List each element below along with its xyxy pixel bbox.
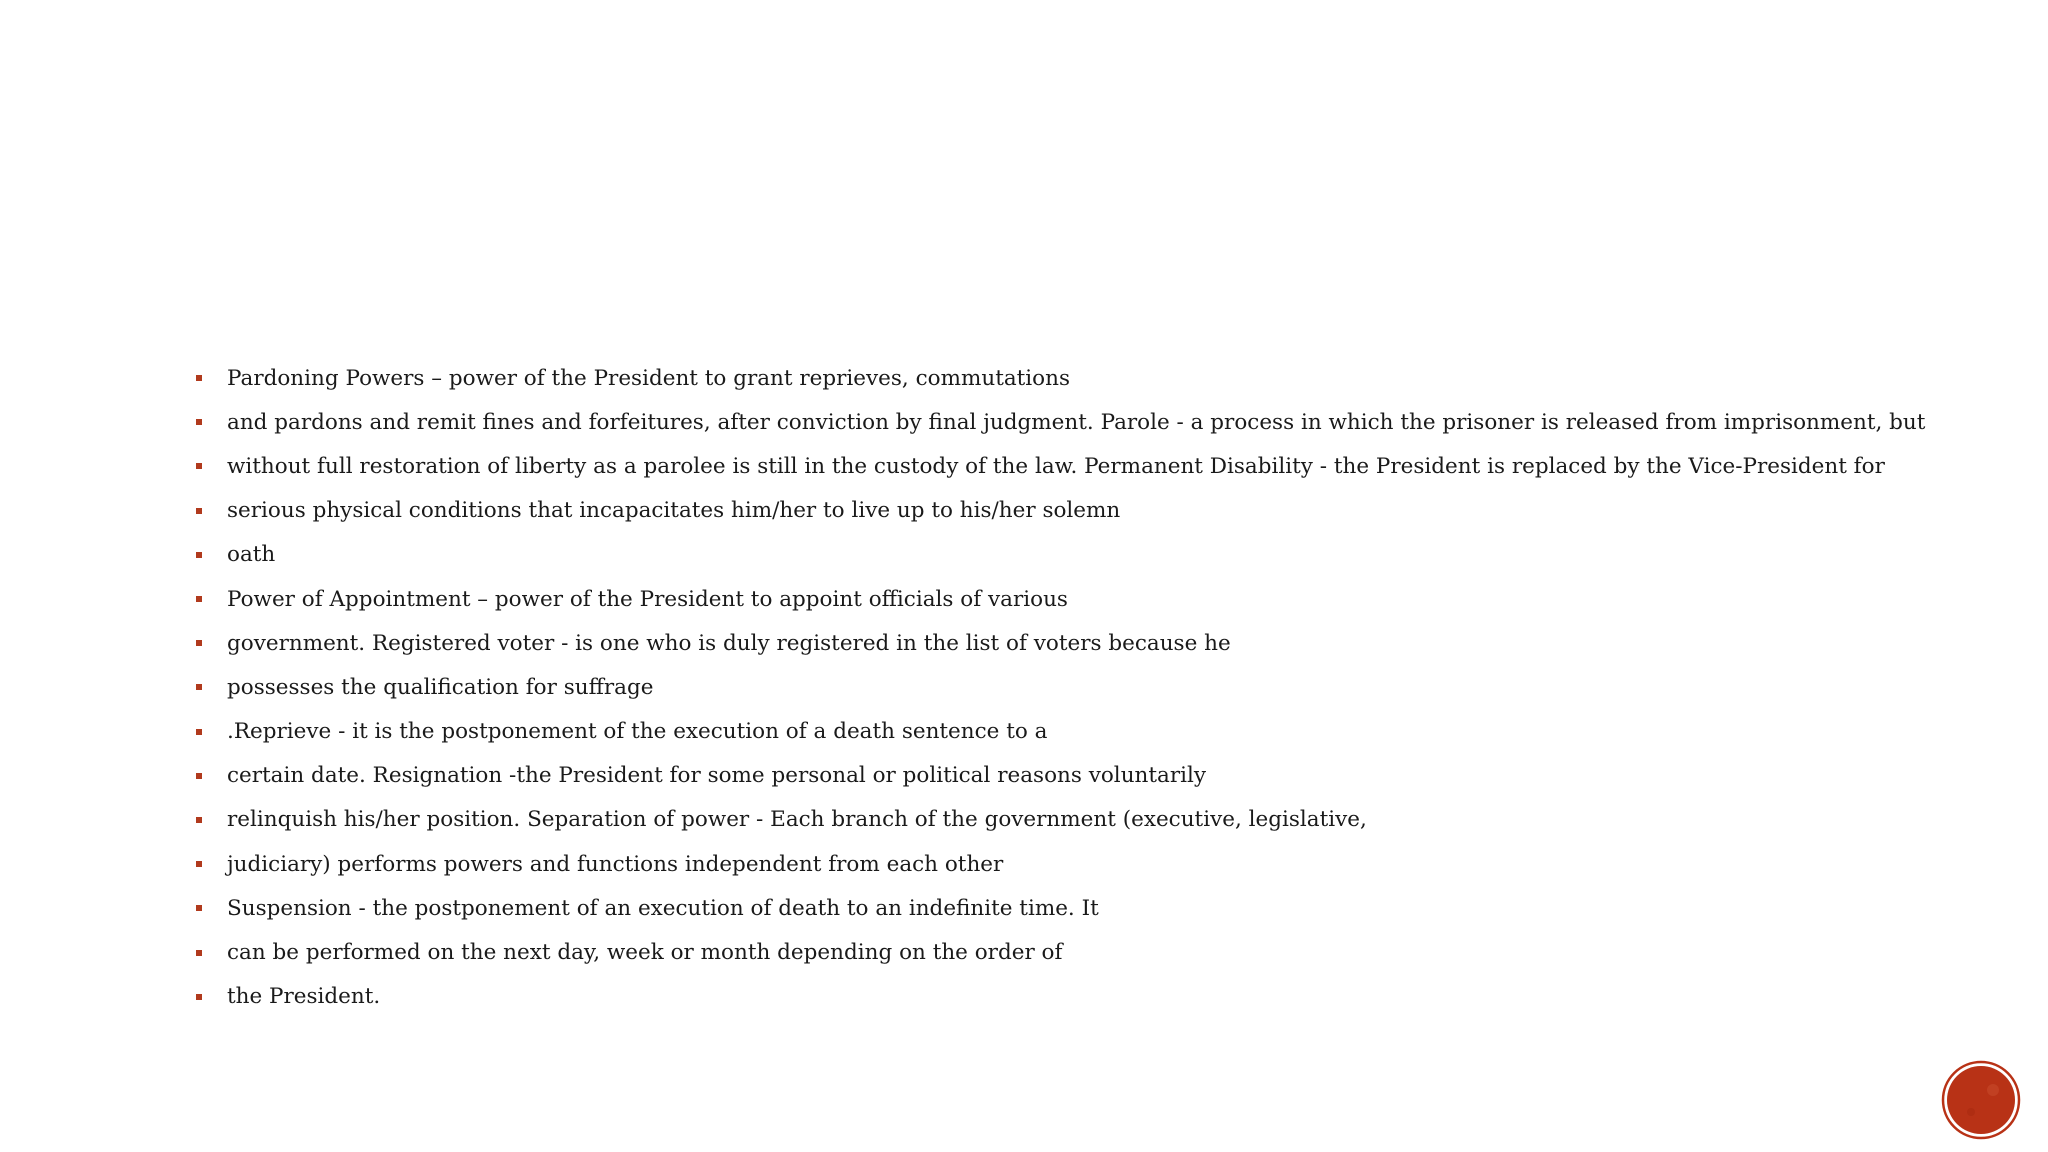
bullet-text: Power of Appointment – power of the President to appoint officials of various (227, 586, 1068, 612)
bullet-item (196, 665, 1925, 709)
bullet-item (196, 577, 1925, 621)
bullet-square-icon (196, 861, 202, 867)
bullet-text: can be performed on the next day, week or month depending on the order of (227, 940, 1063, 966)
bullet-square-icon (196, 552, 202, 558)
bullet-square-icon (196, 463, 202, 469)
bullet-text: Pardoning Powers – power of the President to grant reprieves, commutations (227, 365, 1070, 391)
bullet-square-icon (196, 640, 202, 646)
bullet-item (196, 444, 1925, 488)
bullet-square-icon (196, 596, 202, 602)
bullet-text: government. Registered voter - is one who is duly registered in the list of voters because he (227, 630, 1231, 656)
bullet-square-icon (196, 773, 202, 779)
bullet-square-icon (196, 684, 202, 690)
bullet-list (196, 356, 1925, 1019)
bullet-item (196, 930, 1925, 974)
bullet-text: certain date. Resignation -the President for some personal or political reasons voluntarily (227, 763, 1207, 789)
bullet-item (196, 754, 1925, 798)
bullet-item (196, 710, 1925, 754)
bullet-item (196, 842, 1925, 886)
bullet-item (196, 533, 1925, 577)
bullet-text: oath (227, 542, 276, 568)
bullet-item (196, 489, 1925, 533)
bullet-text: and pardons and remit fines and forfeitures, after conviction by final judgment. Parole - a process in which the prisoner is released from imprisonment, but (227, 409, 1926, 435)
bullet-text: the President. (227, 984, 381, 1010)
bullet-text: relinquish his/her position. Separation of power - Each branch of the government (executive, legislative, (227, 807, 1367, 833)
bullet-square-icon (196, 419, 202, 425)
bullet-text: without full restoration of liberty as a parolee is still in the custody of the law. Permanent Disability - the President is replaced by the Vice-President for (227, 453, 1885, 479)
bullet-text: .Reprieve - it is the postponement of the execution of a death sentence to a (227, 719, 1048, 745)
bullet-text: Suspension - the postponement of an execution of death to an indefinite time. It (227, 895, 1099, 921)
bullet-square-icon (196, 950, 202, 956)
bullet-square-icon (196, 729, 202, 735)
bullet-item (196, 400, 1925, 444)
bullet-item (196, 356, 1925, 400)
bullet-text: possesses the qualification for suffrage (227, 674, 654, 700)
bullet-square-icon (196, 817, 202, 823)
bullet-item (196, 886, 1925, 930)
bullet-square-icon (196, 905, 202, 911)
bullet-square-icon (196, 508, 202, 514)
bullet-square-icon (196, 994, 202, 1000)
bullet-square-icon (196, 375, 202, 381)
bullet-item (196, 621, 1925, 665)
bullet-item (196, 798, 1925, 842)
bullet-text: serious physical conditions that incapacitates him/her to live up to his/her solemn (227, 498, 1121, 524)
red-circle-badge-icon (1941, 1060, 2021, 1140)
bullet-item (196, 975, 1925, 1019)
bullet-text: judiciary) performs powers and functions independent from each other (227, 851, 1004, 877)
